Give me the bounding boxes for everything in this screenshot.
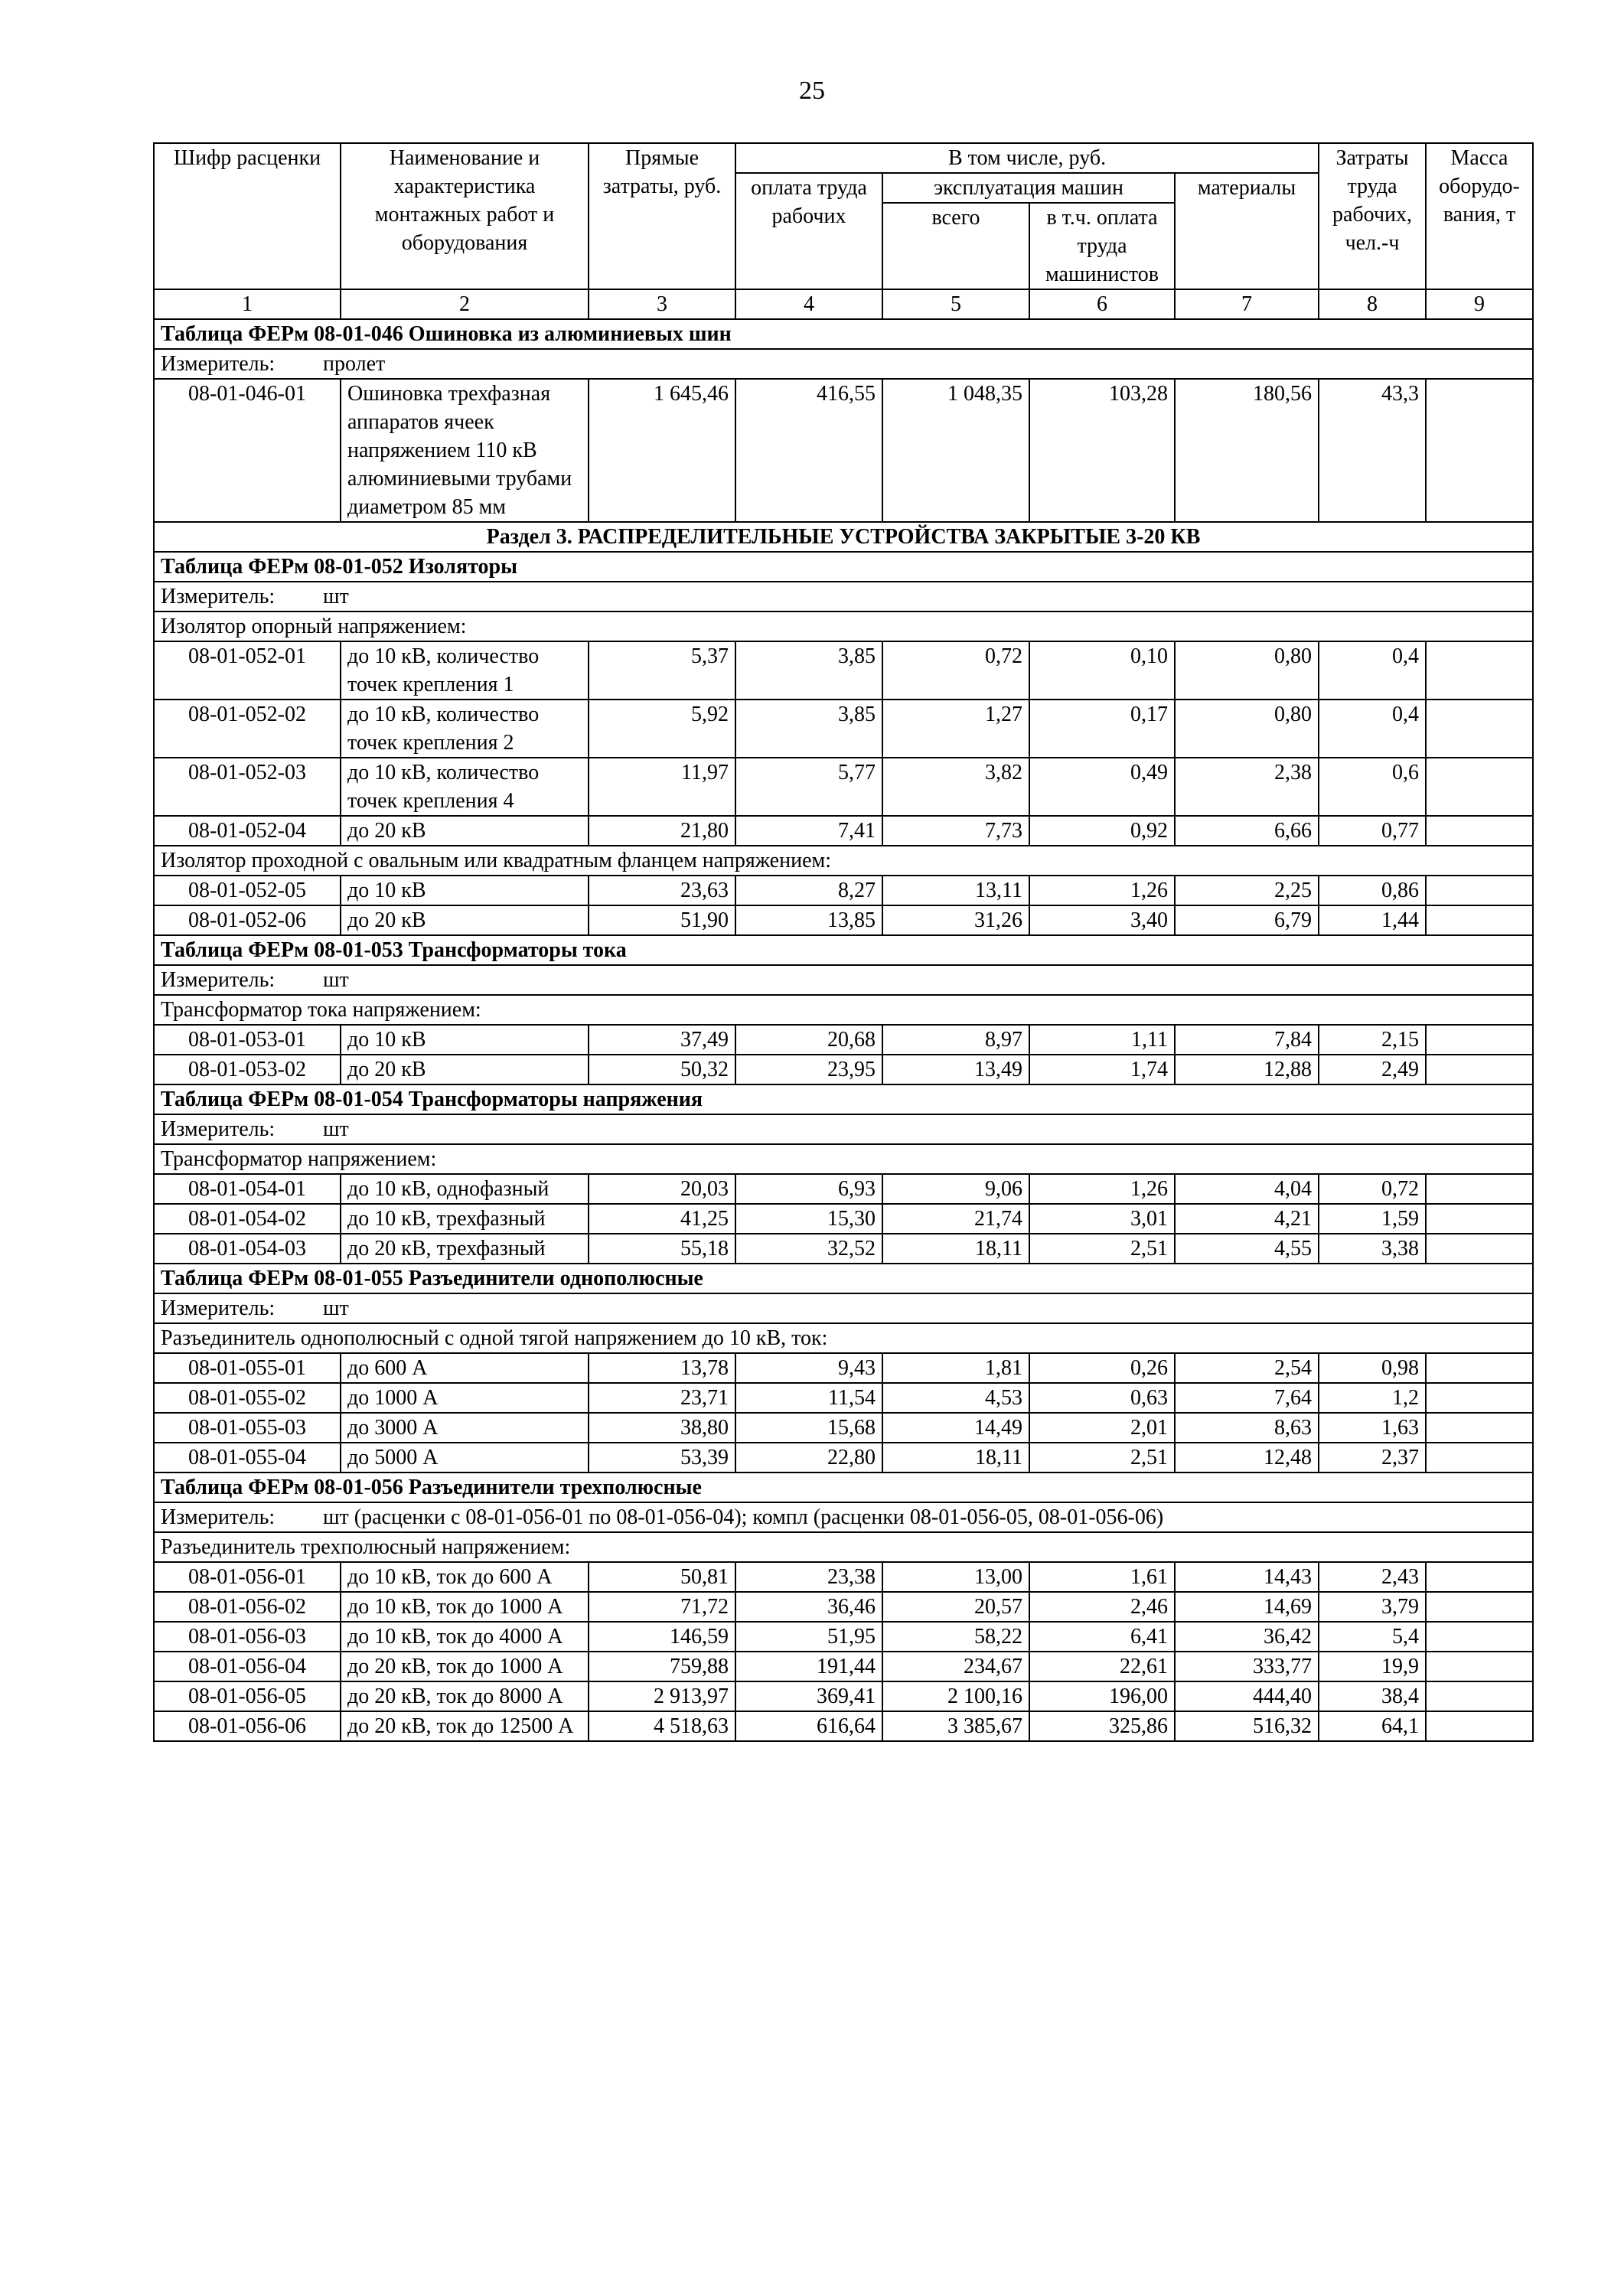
labor-pay: 369,41 xyxy=(735,1681,882,1711)
work-name: до 20 кВ, ток до 8000 А xyxy=(341,1681,589,1711)
direct-cost: 23,63 xyxy=(589,876,735,905)
work-name: до 10 кВ xyxy=(341,876,589,905)
column-number: 4 xyxy=(735,289,882,319)
machines-total: 7,73 xyxy=(882,816,1029,846)
machines-total: 2 100,16 xyxy=(882,1681,1029,1711)
table-row xyxy=(154,1711,1533,1741)
measure-unit: шт (расценки с 08-01-056-01 по 08-01-056-04); компл (расценки 08-01-056-05, 08-01-056-06) xyxy=(323,1505,1164,1529)
header-incl-group: В том числе, руб. xyxy=(735,143,1319,173)
measure-row xyxy=(154,1114,1533,1144)
rate-code: 08-01-053-02 xyxy=(154,1055,341,1084)
equipment-mass xyxy=(1426,758,1533,816)
column-number: 1 xyxy=(154,289,341,319)
work-name: до 20 кВ xyxy=(341,816,589,846)
equipment-mass xyxy=(1426,1234,1533,1264)
direct-cost: 50,81 xyxy=(589,1562,735,1592)
measure-unit: шт xyxy=(323,1296,349,1320)
labor-pay: 416,55 xyxy=(735,379,882,522)
table-row xyxy=(154,1055,1533,1084)
machines-total: 234,67 xyxy=(882,1652,1029,1681)
measure-label: Измеритель: xyxy=(161,585,276,608)
direct-cost: 50,32 xyxy=(589,1055,735,1084)
table-row xyxy=(154,1681,1533,1711)
work-name: до 20 кВ, ток до 12500 А xyxy=(341,1711,589,1741)
measure-row xyxy=(154,965,1533,995)
table-row xyxy=(154,1622,1533,1652)
rate-code: 08-01-052-06 xyxy=(154,905,341,935)
column-number: 9 xyxy=(1426,289,1533,319)
work-name: до 600 А xyxy=(341,1353,589,1383)
equipment-mass xyxy=(1426,1562,1533,1592)
labor-hours: 0,4 xyxy=(1319,641,1426,700)
labor-hours: 0,77 xyxy=(1319,816,1426,846)
table-row xyxy=(154,1353,1533,1383)
machines-total: 58,22 xyxy=(882,1622,1029,1652)
direct-cost: 38,80 xyxy=(589,1413,735,1443)
labor-hours: 3,79 xyxy=(1319,1592,1426,1622)
table-row xyxy=(154,1234,1533,1264)
rate-code: 08-01-056-02 xyxy=(154,1592,341,1622)
machines-total: 1 048,35 xyxy=(882,379,1029,522)
materials-cost: 12,48 xyxy=(1175,1443,1319,1473)
labor-pay: 6,93 xyxy=(735,1174,882,1204)
work-name: до 10 кВ, трехфазный xyxy=(341,1204,589,1234)
direct-cost: 13,78 xyxy=(589,1353,735,1383)
equipment-mass xyxy=(1426,1055,1533,1084)
group-note: Изолятор проходной с овальным или квадратным фланцем напряжением: xyxy=(154,846,1533,876)
operators-pay: 196,00 xyxy=(1029,1681,1175,1711)
materials-cost: 516,32 xyxy=(1175,1711,1319,1741)
operators-pay: 0,17 xyxy=(1029,700,1175,758)
equipment-mass xyxy=(1426,1353,1533,1383)
rate-code: 08-01-052-04 xyxy=(154,816,341,846)
table-title: Таблица ФЕРм 08-01-053 Трансформаторы тока xyxy=(154,935,1533,965)
group-note: Разъединитель однополюсный с одной тягой напряжением до 10 кВ, ток: xyxy=(154,1323,1533,1353)
table-title: Таблица ФЕРм 08-01-054 Трансформаторы напряжения xyxy=(154,1084,1533,1114)
equipment-mass xyxy=(1426,1204,1533,1234)
direct-cost: 21,80 xyxy=(589,816,735,846)
measure-unit: шт xyxy=(323,585,349,608)
column-number: 3 xyxy=(589,289,735,319)
equipment-mass xyxy=(1426,1652,1533,1681)
header-direct: Прямые затраты, руб. xyxy=(589,143,735,289)
section-title: Раздел 3. РАСПРЕДЕЛИТЕЛЬНЫЕ УСТРОЙСТВА ЗАКРЫТЫЕ 3-20 КВ xyxy=(154,522,1533,552)
table-title: Таблица ФЕРм 08-01-052 Изоляторы xyxy=(154,552,1533,582)
labor-hours: 38,4 xyxy=(1319,1681,1426,1711)
machines-total: 8,97 xyxy=(882,1025,1029,1055)
work-name: до 10 кВ, ток до 1000 А xyxy=(341,1592,589,1622)
operators-pay: 2,51 xyxy=(1029,1234,1175,1264)
measure-label: Измеритель: xyxy=(161,1117,276,1141)
header-materials: материалы xyxy=(1175,173,1319,289)
operators-pay: 6,41 xyxy=(1029,1622,1175,1652)
labor-pay: 3,85 xyxy=(735,700,882,758)
machines-total: 13,11 xyxy=(882,876,1029,905)
machines-total: 31,26 xyxy=(882,905,1029,935)
work-name: Ошиновка трехфазная аппаратов ячеек напряжением 110 кВ алюминиевыми трубами диаметром 85 мм xyxy=(341,379,589,522)
equipment-mass xyxy=(1426,641,1533,700)
table-row xyxy=(154,641,1533,700)
direct-cost: 759,88 xyxy=(589,1652,735,1681)
labor-hours: 64,1 xyxy=(1319,1711,1426,1741)
table-row xyxy=(154,1383,1533,1413)
equipment-mass xyxy=(1426,876,1533,905)
materials-cost: 36,42 xyxy=(1175,1622,1319,1652)
labor-hours: 2,37 xyxy=(1319,1443,1426,1473)
column-number: 6 xyxy=(1029,289,1175,319)
table-row xyxy=(154,876,1533,905)
labor-hours: 0,72 xyxy=(1319,1174,1426,1204)
materials-cost: 4,04 xyxy=(1175,1174,1319,1204)
work-name: до 20 кВ xyxy=(341,1055,589,1084)
operators-pay: 3,01 xyxy=(1029,1204,1175,1234)
machines-total: 4,53 xyxy=(882,1383,1029,1413)
equipment-mass xyxy=(1426,379,1533,522)
labor-hours: 2,43 xyxy=(1319,1562,1426,1592)
operators-pay: 1,74 xyxy=(1029,1055,1175,1084)
header-code: Шифр расценки xyxy=(154,143,341,289)
header-mach-operators: в т.ч. оплата труда машинистов xyxy=(1029,203,1175,289)
direct-cost: 23,71 xyxy=(589,1383,735,1413)
work-name: до 10 кВ, ток до 600 А xyxy=(341,1562,589,1592)
measure-row xyxy=(154,1502,1533,1532)
equipment-mass xyxy=(1426,1711,1533,1741)
materials-cost: 7,64 xyxy=(1175,1383,1319,1413)
materials-cost: 14,69 xyxy=(1175,1592,1319,1622)
table-row xyxy=(154,1592,1533,1622)
equipment-mass xyxy=(1426,1681,1533,1711)
machines-total: 18,11 xyxy=(882,1443,1029,1473)
materials-cost: 14,43 xyxy=(1175,1562,1319,1592)
operators-pay: 1,26 xyxy=(1029,1174,1175,1204)
labor-pay: 20,68 xyxy=(735,1025,882,1055)
labor-pay: 22,80 xyxy=(735,1443,882,1473)
work-name: до 5000 А xyxy=(341,1443,589,1473)
labor-pay: 7,41 xyxy=(735,816,882,846)
work-name: до 20 кВ, ток до 1000 А xyxy=(341,1652,589,1681)
work-name: до 10 кВ, ток до 4000 А xyxy=(341,1622,589,1652)
column-number: 2 xyxy=(341,289,589,319)
table-title: Таблица ФЕРм 08-01-056 Разъединители трехполюсные xyxy=(154,1473,1533,1502)
header-mass: Масса оборудо-вания, т xyxy=(1426,143,1533,289)
machines-total: 1,81 xyxy=(882,1353,1029,1383)
labor-hours: 1,63 xyxy=(1319,1413,1426,1443)
labor-hours: 3,38 xyxy=(1319,1234,1426,1264)
operators-pay: 0,63 xyxy=(1029,1383,1175,1413)
machines-total: 9,06 xyxy=(882,1174,1029,1204)
rates-table xyxy=(153,142,1534,1742)
labor-hours: 43,3 xyxy=(1319,379,1426,522)
labor-pay: 51,95 xyxy=(735,1622,882,1652)
direct-cost: 53,39 xyxy=(589,1443,735,1473)
materials-cost: 12,88 xyxy=(1175,1055,1319,1084)
machines-total: 13,49 xyxy=(882,1055,1029,1084)
measure-unit: шт xyxy=(323,968,349,992)
direct-cost: 4 518,63 xyxy=(589,1711,735,1741)
materials-cost: 333,77 xyxy=(1175,1652,1319,1681)
materials-cost: 2,54 xyxy=(1175,1353,1319,1383)
rate-code: 08-01-053-01 xyxy=(154,1025,341,1055)
direct-cost: 41,25 xyxy=(589,1204,735,1234)
page-number: 25 xyxy=(799,77,825,105)
rate-code: 08-01-055-01 xyxy=(154,1353,341,1383)
work-name: до 10 кВ xyxy=(341,1025,589,1055)
equipment-mass xyxy=(1426,1443,1533,1473)
direct-cost: 5,37 xyxy=(589,641,735,700)
operators-pay: 0,10 xyxy=(1029,641,1175,700)
work-name: до 1000 А xyxy=(341,1383,589,1413)
labor-hours: 1,44 xyxy=(1319,905,1426,935)
rate-code: 08-01-052-02 xyxy=(154,700,341,758)
direct-cost: 37,49 xyxy=(589,1025,735,1055)
direct-cost: 1 645,46 xyxy=(589,379,735,522)
table-row xyxy=(154,905,1533,935)
machines-total: 0,72 xyxy=(882,641,1029,700)
table-row xyxy=(154,1652,1533,1681)
table-row xyxy=(154,700,1533,758)
labor-hours: 2,49 xyxy=(1319,1055,1426,1084)
operators-pay: 22,61 xyxy=(1029,1652,1175,1681)
equipment-mass xyxy=(1426,1592,1533,1622)
materials-cost: 180,56 xyxy=(1175,379,1319,522)
table-row xyxy=(154,379,1533,522)
operators-pay: 0,49 xyxy=(1029,758,1175,816)
rate-code: 08-01-056-03 xyxy=(154,1622,341,1652)
labor-hours: 0,98 xyxy=(1319,1353,1426,1383)
machines-total: 18,11 xyxy=(882,1234,1029,1264)
rate-code: 08-01-056-05 xyxy=(154,1681,341,1711)
table-row xyxy=(154,1204,1533,1234)
machines-total: 13,00 xyxy=(882,1562,1029,1592)
operators-pay: 1,11 xyxy=(1029,1025,1175,1055)
operators-pay: 2,46 xyxy=(1029,1592,1175,1622)
operators-pay: 2,51 xyxy=(1029,1443,1175,1473)
machines-total: 3 385,67 xyxy=(882,1711,1029,1741)
work-name: до 20 кВ, трехфазный xyxy=(341,1234,589,1264)
labor-pay: 36,46 xyxy=(735,1592,882,1622)
group-note: Трансформатор тока напряжением: xyxy=(154,995,1533,1025)
column-numbers-row xyxy=(154,289,1533,319)
machines-total: 1,27 xyxy=(882,700,1029,758)
group-note: Разъединитель трехполюсный напряжением: xyxy=(154,1532,1533,1562)
direct-cost: 55,18 xyxy=(589,1234,735,1264)
labor-pay: 616,64 xyxy=(735,1711,882,1741)
table-row xyxy=(154,1174,1533,1204)
measure-unit: пролет xyxy=(323,352,386,376)
rate-code: 08-01-052-05 xyxy=(154,876,341,905)
measure-row xyxy=(154,349,1533,379)
labor-pay: 3,85 xyxy=(735,641,882,700)
machines-total: 3,82 xyxy=(882,758,1029,816)
direct-cost: 20,03 xyxy=(589,1174,735,1204)
table-row xyxy=(154,1413,1533,1443)
machines-total: 14,49 xyxy=(882,1413,1029,1443)
materials-cost: 2,38 xyxy=(1175,758,1319,816)
labor-hours: 0,4 xyxy=(1319,700,1426,758)
table-row xyxy=(154,816,1533,846)
labor-hours: 0,6 xyxy=(1319,758,1426,816)
equipment-mass xyxy=(1426,700,1533,758)
materials-cost: 0,80 xyxy=(1175,700,1319,758)
materials-cost: 4,55 xyxy=(1175,1234,1319,1264)
labor-hours: 2,15 xyxy=(1319,1025,1426,1055)
labor-pay: 13,85 xyxy=(735,905,882,935)
direct-cost: 11,97 xyxy=(589,758,735,816)
equipment-mass xyxy=(1426,1025,1533,1055)
work-name: до 20 кВ xyxy=(341,905,589,935)
group-note: Изолятор опорный напряжением: xyxy=(154,612,1533,641)
table-row xyxy=(154,1562,1533,1592)
rate-code: 08-01-052-03 xyxy=(154,758,341,816)
measure-label: Измеритель: xyxy=(161,1505,276,1529)
table-title: Таблица ФЕРм 08-01-046 Ошиновка из алюминиевых шин xyxy=(154,319,1533,349)
operators-pay: 3,40 xyxy=(1029,905,1175,935)
rate-code: 08-01-054-02 xyxy=(154,1204,341,1234)
measure-row xyxy=(154,1293,1533,1323)
labor-pay: 9,43 xyxy=(735,1353,882,1383)
work-name: до 10 кВ, однофазный xyxy=(341,1174,589,1204)
header-name: Наименование и характеристика монтажных работ и оборудования xyxy=(341,143,589,289)
header-labor-cost: Затраты труда рабочих, чел.-ч xyxy=(1319,143,1426,289)
labor-pay: 191,44 xyxy=(735,1652,882,1681)
rate-code: 08-01-055-02 xyxy=(154,1383,341,1413)
table-row xyxy=(154,758,1533,816)
equipment-mass xyxy=(1426,1383,1533,1413)
measure-label: Измеритель: xyxy=(161,1296,276,1320)
materials-cost: 8,63 xyxy=(1175,1413,1319,1443)
operators-pay: 1,61 xyxy=(1029,1562,1175,1592)
materials-cost: 444,40 xyxy=(1175,1681,1319,1711)
work-name: до 10 кВ, количество точек крепления 4 xyxy=(341,758,589,816)
labor-pay: 15,30 xyxy=(735,1204,882,1234)
rate-code: 08-01-056-01 xyxy=(154,1562,341,1592)
operators-pay: 103,28 xyxy=(1029,379,1175,522)
column-number: 7 xyxy=(1175,289,1319,319)
equipment-mass xyxy=(1426,1413,1533,1443)
operators-pay: 325,86 xyxy=(1029,1711,1175,1741)
table-row xyxy=(154,1025,1533,1055)
machines-total: 20,57 xyxy=(882,1592,1029,1622)
materials-cost: 6,66 xyxy=(1175,816,1319,846)
header-machines-group: эксплуатация машин xyxy=(882,173,1175,203)
work-name: до 3000 А xyxy=(341,1413,589,1443)
work-name: до 10 кВ, количество точек крепления 2 xyxy=(341,700,589,758)
labor-hours: 0,86 xyxy=(1319,876,1426,905)
group-note: Трансформатор напряжением: xyxy=(154,1144,1533,1174)
equipment-mass xyxy=(1426,816,1533,846)
materials-cost: 6,79 xyxy=(1175,905,1319,935)
rate-code: 08-01-055-03 xyxy=(154,1413,341,1443)
rate-code: 08-01-052-01 xyxy=(154,641,341,700)
measure-unit: шт xyxy=(323,1117,349,1141)
materials-cost: 4,21 xyxy=(1175,1204,1319,1234)
labor-hours: 19,9 xyxy=(1319,1652,1426,1681)
rate-code: 08-01-046-01 xyxy=(154,379,341,522)
rate-code: 08-01-054-01 xyxy=(154,1174,341,1204)
operators-pay: 1,26 xyxy=(1029,876,1175,905)
rate-code: 08-01-056-06 xyxy=(154,1711,341,1741)
column-number: 8 xyxy=(1319,289,1426,319)
rate-code: 08-01-056-04 xyxy=(154,1652,341,1681)
labor-pay: 8,27 xyxy=(735,876,882,905)
equipment-mass xyxy=(1426,1174,1533,1204)
labor-hours: 1,59 xyxy=(1319,1204,1426,1234)
direct-cost: 71,72 xyxy=(589,1592,735,1622)
labor-hours: 5,4 xyxy=(1319,1622,1426,1652)
labor-pay: 5,77 xyxy=(735,758,882,816)
measure-label: Измеритель: xyxy=(161,352,276,376)
operators-pay: 0,92 xyxy=(1029,816,1175,846)
direct-cost: 5,92 xyxy=(589,700,735,758)
materials-cost: 2,25 xyxy=(1175,876,1319,905)
column-number: 5 xyxy=(882,289,1029,319)
header-labor-pay: оплата труда рабочих xyxy=(735,173,882,289)
direct-cost: 51,90 xyxy=(589,905,735,935)
direct-cost: 2 913,97 xyxy=(589,1681,735,1711)
measure-row xyxy=(154,582,1533,612)
labor-pay: 32,52 xyxy=(735,1234,882,1264)
labor-hours: 1,2 xyxy=(1319,1383,1426,1413)
machines-total: 21,74 xyxy=(882,1204,1029,1234)
work-name: до 10 кВ, количество точек крепления 1 xyxy=(341,641,589,700)
measure-label: Измеритель: xyxy=(161,968,276,992)
header-mach-total: всего xyxy=(882,203,1029,289)
rate-code: 08-01-055-04 xyxy=(154,1443,341,1473)
rate-code: 08-01-054-03 xyxy=(154,1234,341,1264)
labor-pay: 23,38 xyxy=(735,1562,882,1592)
table-row xyxy=(154,1443,1533,1473)
labor-pay: 11,54 xyxy=(735,1383,882,1413)
equipment-mass xyxy=(1426,905,1533,935)
labor-pay: 23,95 xyxy=(735,1055,882,1084)
materials-cost: 7,84 xyxy=(1175,1025,1319,1055)
materials-cost: 0,80 xyxy=(1175,641,1319,700)
direct-cost: 146,59 xyxy=(589,1622,735,1652)
equipment-mass xyxy=(1426,1622,1533,1652)
table-title: Таблица ФЕРм 08-01-055 Разъединители однополюсные xyxy=(154,1264,1533,1293)
operators-pay: 0,26 xyxy=(1029,1353,1175,1383)
labor-pay: 15,68 xyxy=(735,1413,882,1443)
operators-pay: 2,01 xyxy=(1029,1413,1175,1443)
